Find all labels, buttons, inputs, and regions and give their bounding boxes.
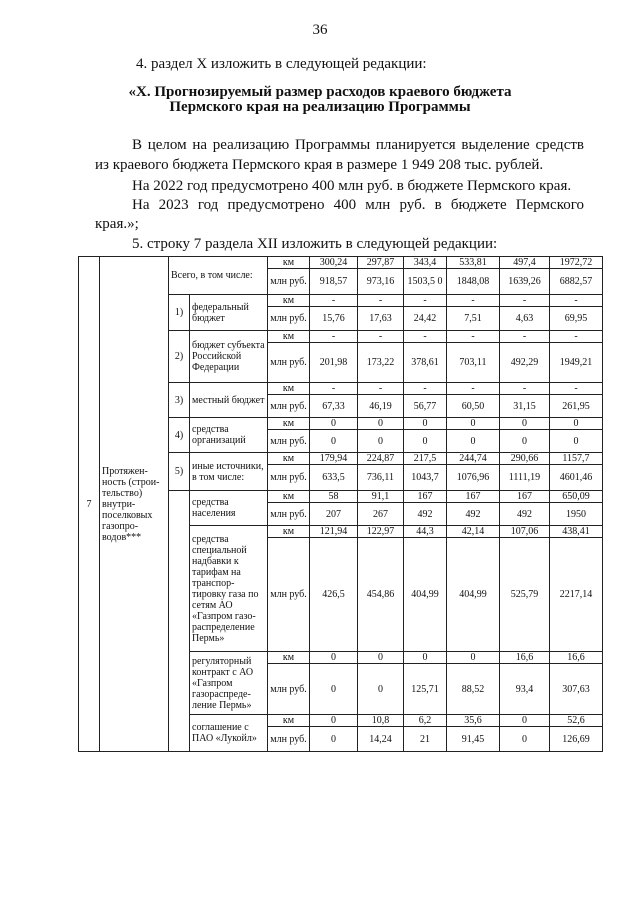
table-cell: 0 [310,418,358,430]
table-cell: 167 [500,491,550,503]
table-cell: 0 [310,430,358,453]
table-cell: 6882,57 [550,269,603,295]
table-cell: 378,61 [404,343,447,383]
table-cell: - [447,295,500,307]
table-cell: 307,63 [550,664,603,715]
table-cell: 91,1 [358,491,404,503]
table-cell: - [447,383,500,395]
paragraph-1-line-1: В целом на реализацию Программы планируется выделение средств [132,137,584,153]
unit-rub: млн руб. [268,538,310,652]
paragraph-1-line-2: из краевого бюджета Пермского края в размере 1 949 208 тыс. рублей. [95,157,544,173]
table-cell: 0 [447,418,500,430]
subsource-label: регуляторный контракт с АО «Газпром газораспреде-ление Пермь» [190,652,268,715]
table-cell: 69,95 [550,307,603,331]
table-cell: - [550,383,603,395]
table-cell: 35,6 [447,715,500,727]
unit-km: км [268,715,310,727]
table-cell: 343,4 [404,257,447,269]
source-label: средства организаций [190,418,268,453]
table-cell: 167 [447,491,500,503]
table-cell: - [500,331,550,343]
source-label: бюджет субъекта Российской Федерации [190,331,268,383]
unit-km: км [268,453,310,465]
table-cell: - [358,295,404,307]
budget-table [78,256,603,752]
table-cell: 438,41 [550,526,603,538]
table-cell: 0 [404,430,447,453]
item-4-text: 4. раздел X изложить в следующей редакции: [136,56,427,72]
table-cell: 207 [310,503,358,526]
table-cell: 91,45 [447,727,500,752]
table-cell: 0 [358,664,404,715]
unit-rub: млн руб. [268,430,310,453]
table-cell: 0 [358,652,404,664]
subsource-label: соглашение с ПАО «Лукойл» [190,715,268,752]
table-cell: 4601,46 [550,465,603,491]
table-cell: 173,22 [358,343,404,383]
table-cell: 492 [447,503,500,526]
table-cell: 42,14 [447,526,500,538]
table-cell: 300,24 [310,257,358,269]
unit-km: км [268,383,310,395]
subsource-label: средства специальной надбавки к тарифам на транспор-тировку газа по сетям АО «Газпром газо-распределение Пермь» [190,526,268,652]
paragraph-3-line-1: На 2023 год предусмотрено 400 млн руб. в бюджете Пермского [132,197,584,213]
table-cell: 267 [358,503,404,526]
table-cell: 14,24 [358,727,404,752]
unit-rub: млн руб. [268,307,310,331]
table-cell: 0 [310,715,358,727]
table-cell: 525,79 [500,538,550,652]
table-cell: 60,50 [447,395,500,418]
table-cell: 7,51 [447,307,500,331]
source-number: 1) [169,295,190,331]
heading-line-1: «X. Прогнозируемый размер расходов краевого бюджета [128,84,512,100]
table-cell: 107,06 [500,526,550,538]
unit-km: км [268,331,310,343]
table-cell: 31,15 [500,395,550,418]
table-cell: 15,76 [310,307,358,331]
table-cell: - [404,295,447,307]
table-row [79,257,603,269]
section-heading [60,85,580,115]
table-cell: - [404,331,447,343]
source-label: местный бюджет [190,383,268,418]
table-cell: - [550,331,603,343]
table-cell: 244,74 [447,453,500,465]
table-cell: 426,5 [310,538,358,652]
table-cell: 0 [310,727,358,752]
table-cell: 1043,7 [404,465,447,491]
table-cell: - [358,383,404,395]
table-cell: 261,95 [550,395,603,418]
table-cell: 650,09 [550,491,603,503]
page-number: 36 [312,22,328,38]
table-cell: 297,87 [358,257,404,269]
table-cell: 1972,72 [550,257,603,269]
table-cell: 21 [404,727,447,752]
source-label: иные источники, в том числе: [190,453,268,491]
table-cell: 1076,96 [447,465,500,491]
paragraph-2: На 2022 год предусмотрено 400 млн руб. в бюджете Пермского края. [132,178,572,194]
unit-km: км [268,257,310,269]
source-label: федеральный бюджет [190,295,268,331]
table-cell: - [500,295,550,307]
table-cell: 497,4 [500,257,550,269]
table-cell: 0 [550,418,603,430]
table-cell: 404,99 [447,538,500,652]
table-cell: 703,11 [447,343,500,383]
table-cell: 1639,26 [500,269,550,295]
table-cell: 492,29 [500,343,550,383]
table-cell: 201,98 [310,343,358,383]
table-cell: 1111,19 [500,465,550,491]
heading-line-2: Пермского края на реализацию Программы [169,99,471,115]
table-cell: 1950 [550,503,603,526]
table-cell: 122,97 [358,526,404,538]
table-cell: 56,77 [404,395,447,418]
table-cell: - [404,383,447,395]
table-cell: - [550,295,603,307]
table-cell: 52,6 [550,715,603,727]
table-cell: 67,33 [310,395,358,418]
source-number: 2) [169,331,190,383]
table-cell: 167 [404,491,447,503]
table-cell: 10,8 [358,715,404,727]
unit-km: км [268,295,310,307]
subsource-label: средства населения [190,491,268,526]
table-cell: - [358,331,404,343]
table-cell: 0 [550,430,603,453]
unit-rub: млн руб. [268,465,310,491]
table-cell: 0 [404,418,447,430]
table-cell: 1949,21 [550,343,603,383]
table-cell: 6,2 [404,715,447,727]
table-cell: 2217,14 [550,538,603,652]
paragraph-3-line-2: края.»; [95,216,139,232]
table-cell: 224,87 [358,453,404,465]
table-cell: 93,4 [500,664,550,715]
table-cell: 126,69 [550,727,603,752]
table-cell: 492 [500,503,550,526]
table-cell: 1848,08 [447,269,500,295]
unit-rub: млн руб. [268,664,310,715]
source-number: 4) [169,418,190,453]
unit-rub: млн руб. [268,343,310,383]
source-number: 3) [169,383,190,418]
unit-rub: млн руб. [268,503,310,526]
table-cell: 0 [447,652,500,664]
total-label: Всего, в том числе: [169,257,268,295]
empty-cell [169,491,190,752]
table-cell: 736,11 [358,465,404,491]
table-cell: 88,52 [447,664,500,715]
table-cell: 290,66 [500,453,550,465]
table-cell: 0 [358,418,404,430]
table-cell: 1503,5 0 [404,269,447,295]
source-number: 5) [169,453,190,491]
table-cell: 217,5 [404,453,447,465]
table-cell: 17,63 [358,307,404,331]
unit-rub: млн руб. [268,269,310,295]
table-cell: 121,94 [310,526,358,538]
table-cell: 454,86 [358,538,404,652]
table-cell: 16,6 [550,652,603,664]
table-cell: - [500,383,550,395]
table-cell: 0 [310,652,358,664]
item-5-text: 5. строку 7 раздела XII изложить в следующей редакции: [132,236,498,252]
table-cell: 0 [500,715,550,727]
table-cell: 46,19 [358,395,404,418]
table-cell: 0 [447,430,500,453]
table-cell: - [310,295,358,307]
table-cell: 125,71 [404,664,447,715]
table-cell: 1157,7 [550,453,603,465]
unit-rub: млн руб. [268,395,310,418]
table-cell: 4,63 [500,307,550,331]
table-cell: 58 [310,491,358,503]
table-cell: 179,94 [310,453,358,465]
table-cell: 24,42 [404,307,447,331]
table-cell: 16,6 [500,652,550,664]
table-cell: 0 [310,664,358,715]
table-cell: 44,3 [404,526,447,538]
table-cell: 633,5 [310,465,358,491]
table-cell: - [310,331,358,343]
row-number: 7 [79,257,100,752]
unit-km: км [268,652,310,664]
table-cell: 0 [404,652,447,664]
unit-km: км [268,526,310,538]
indicator-name: Протяжен-ность (строи-тельство) внутри-поселковых газопро-водов*** [100,257,169,752]
table-cell: 492 [404,503,447,526]
table-cell: 918,57 [310,269,358,295]
table-cell: - [447,331,500,343]
unit-rub: млн руб. [268,727,310,752]
table-cell: 973,16 [358,269,404,295]
table-cell: 0 [500,418,550,430]
unit-km: км [268,491,310,503]
table-cell: 0 [358,430,404,453]
table-cell: 0 [500,430,550,453]
table-cell: 404,99 [404,538,447,652]
table-cell: 0 [500,727,550,752]
unit-km: км [268,418,310,430]
table-cell: - [310,383,358,395]
table-cell: 533,81 [447,257,500,269]
